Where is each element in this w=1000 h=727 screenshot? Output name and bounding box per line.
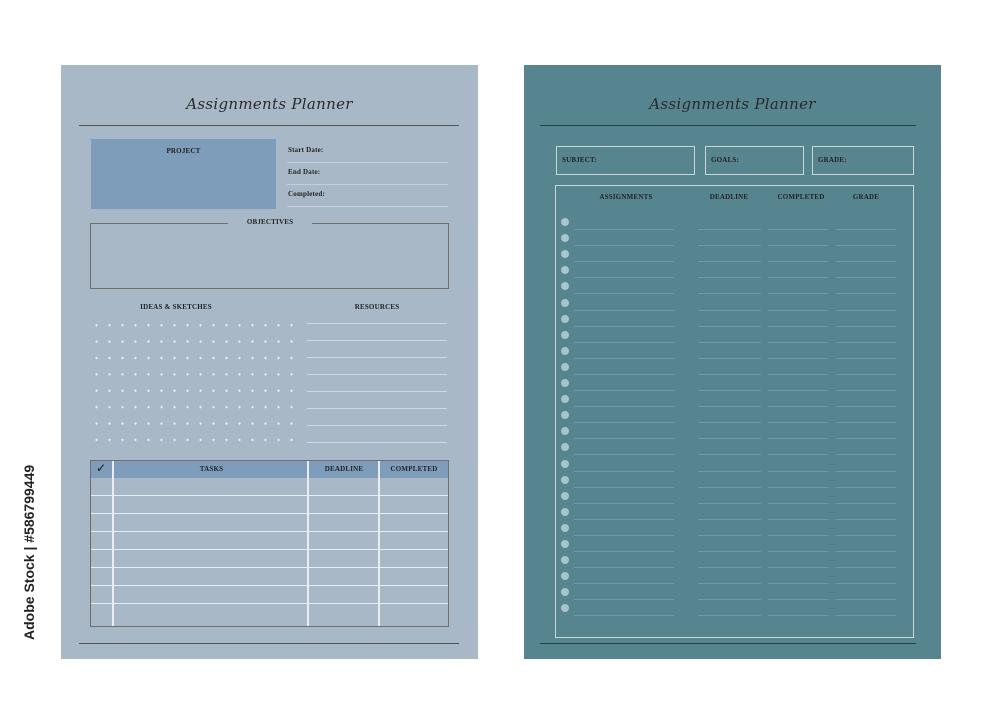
checkmark-icon: ✓ bbox=[96, 461, 107, 475]
assignment-row-line[interactable] bbox=[768, 310, 828, 311]
resource-line[interactable] bbox=[307, 374, 447, 375]
assignment-row-line[interactable] bbox=[574, 229, 674, 230]
assignment-row-line[interactable] bbox=[768, 422, 828, 423]
assignment-row-line[interactable] bbox=[698, 551, 761, 552]
row-checkbox-circle[interactable] bbox=[561, 315, 569, 323]
assignment-row-line[interactable] bbox=[768, 503, 828, 504]
row-checkbox-circle[interactable] bbox=[561, 331, 569, 339]
assignment-row-line[interactable] bbox=[768, 487, 828, 488]
assignment-row-line[interactable] bbox=[768, 229, 828, 230]
start-date-field[interactable] bbox=[287, 140, 448, 163]
assignment-row-line[interactable] bbox=[698, 599, 761, 600]
completed-date-field[interactable] bbox=[287, 184, 448, 207]
assignment-row-line[interactable] bbox=[574, 293, 674, 294]
assignment-row-line[interactable] bbox=[698, 245, 761, 246]
assignment-row-line[interactable] bbox=[768, 277, 828, 278]
row-checkbox-circle[interactable] bbox=[561, 379, 569, 387]
row-checkbox-circle[interactable] bbox=[561, 572, 569, 580]
assignment-row-line[interactable] bbox=[574, 471, 674, 472]
assignment-row-line[interactable] bbox=[836, 503, 896, 504]
page-title: Assignments Planner bbox=[186, 95, 353, 113]
assignment-row-line[interactable] bbox=[698, 567, 761, 568]
assignment-row-line[interactable] bbox=[768, 583, 828, 584]
resource-line[interactable] bbox=[307, 425, 447, 426]
assignment-row-line[interactable] bbox=[768, 454, 828, 455]
assignment-row-line[interactable] bbox=[836, 358, 896, 359]
assignment-row-line[interactable] bbox=[836, 471, 896, 472]
goals-label: GOALS: bbox=[711, 156, 740, 164]
planner-page-left bbox=[61, 65, 478, 659]
resource-line[interactable] bbox=[307, 391, 447, 392]
assignments-column-header: ASSIGNMENTS bbox=[599, 193, 653, 201]
objectives-box[interactable] bbox=[90, 218, 449, 289]
assignment-row-line[interactable] bbox=[836, 551, 896, 552]
assignment-row-line[interactable] bbox=[768, 374, 828, 375]
row-checkbox-circle[interactable] bbox=[561, 282, 569, 290]
assignment-row-line[interactable] bbox=[768, 438, 828, 439]
assignment-row-line[interactable] bbox=[698, 326, 761, 327]
resource-line[interactable] bbox=[307, 357, 447, 358]
assignment-row-line[interactable] bbox=[574, 615, 674, 616]
assignment-row-line[interactable] bbox=[574, 487, 674, 488]
planner-page-right bbox=[524, 65, 941, 659]
assignment-row-line[interactable] bbox=[574, 599, 674, 600]
assignment-row-line[interactable] bbox=[836, 310, 896, 311]
assignment-row-line[interactable] bbox=[836, 422, 896, 423]
assignment-row-line[interactable] bbox=[698, 310, 761, 311]
assignment-row-line[interactable] bbox=[574, 277, 674, 278]
title-divider bbox=[540, 125, 916, 126]
assignment-row-line[interactable] bbox=[836, 277, 896, 278]
assignment-row-line[interactable] bbox=[768, 535, 828, 536]
row-checkbox-circle[interactable] bbox=[561, 363, 569, 371]
assignment-row-line[interactable] bbox=[698, 615, 761, 616]
row-checkbox-circle[interactable] bbox=[561, 347, 569, 355]
assignment-row-line[interactable] bbox=[574, 583, 674, 584]
assignment-row-line[interactable] bbox=[836, 326, 896, 327]
assignment-row-line[interactable] bbox=[768, 342, 828, 343]
assignment-row-line[interactable] bbox=[574, 454, 674, 455]
assignment-row-line[interactable] bbox=[574, 342, 674, 343]
subject-label: SUBJECT: bbox=[562, 156, 597, 164]
deadline-column-header: DEADLINE bbox=[324, 465, 364, 473]
assignment-row-line[interactable] bbox=[698, 374, 761, 375]
resources-label: RESOURCES bbox=[354, 303, 400, 311]
assignment-row-line[interactable] bbox=[836, 615, 896, 616]
objectives-label: OBJECTIVES bbox=[228, 218, 312, 226]
assignment-row-line[interactable] bbox=[768, 358, 828, 359]
row-checkbox-circle[interactable] bbox=[561, 460, 569, 468]
assignment-row-line[interactable] bbox=[836, 583, 896, 584]
assignment-row-line[interactable] bbox=[836, 261, 896, 262]
grade-field[interactable] bbox=[812, 146, 914, 175]
subject-field[interactable] bbox=[556, 146, 695, 175]
assignment-row-line[interactable] bbox=[836, 438, 896, 439]
resource-line[interactable] bbox=[307, 340, 447, 341]
assignment-row-line[interactable] bbox=[768, 471, 828, 472]
assignment-row-line[interactable] bbox=[574, 390, 674, 391]
column-divider bbox=[307, 461, 309, 626]
assignment-row-line[interactable] bbox=[768, 615, 828, 616]
tasks-table-header bbox=[91, 461, 448, 478]
assignment-row-line[interactable] bbox=[768, 551, 828, 552]
assignment-row-line[interactable] bbox=[574, 261, 674, 262]
completed-column-header: COMPLETED bbox=[777, 193, 825, 201]
assignment-row-line[interactable] bbox=[574, 551, 674, 552]
assignment-row-line[interactable] bbox=[698, 422, 761, 423]
assignment-row-line[interactable] bbox=[698, 229, 761, 230]
table-row[interactable] bbox=[91, 513, 448, 514]
resource-line[interactable] bbox=[307, 408, 447, 409]
goals-field[interactable] bbox=[705, 146, 804, 175]
assignment-row-line[interactable] bbox=[574, 503, 674, 504]
assignment-row-line[interactable] bbox=[574, 438, 674, 439]
assignment-row-line[interactable] bbox=[698, 438, 761, 439]
row-checkbox-circle[interactable] bbox=[561, 411, 569, 419]
assignment-row-line[interactable] bbox=[698, 583, 761, 584]
dot-grid-sketch-area[interactable] bbox=[90, 317, 296, 447]
watermark-brand: Adobe Stock bbox=[21, 554, 37, 640]
watermark-stock-id: #586799449 bbox=[21, 464, 37, 543]
title-divider bbox=[79, 125, 459, 126]
bottom-divider bbox=[540, 643, 916, 644]
assignment-row-line[interactable] bbox=[768, 406, 828, 407]
row-checkbox-circle[interactable] bbox=[561, 250, 569, 258]
assignments-table bbox=[555, 185, 914, 638]
row-checkbox-circle[interactable] bbox=[561, 492, 569, 500]
stock-watermark: Adobe Stock | #586799449 bbox=[21, 464, 37, 640]
assignment-row-line[interactable] bbox=[574, 567, 674, 568]
assignment-row-line[interactable] bbox=[768, 599, 828, 600]
assignment-row-line[interactable] bbox=[836, 245, 896, 246]
assignment-row-line[interactable] bbox=[768, 293, 828, 294]
tasks-column-header: TASKS bbox=[199, 465, 224, 473]
assignment-row-line[interactable] bbox=[768, 519, 828, 520]
table-row[interactable] bbox=[91, 585, 448, 586]
assignment-row-line[interactable] bbox=[698, 535, 761, 536]
assignment-row-line[interactable] bbox=[574, 326, 674, 327]
resource-line[interactable] bbox=[307, 442, 447, 443]
ideas-sketches-label: IDEAS & SKETCHES bbox=[140, 303, 212, 311]
assignment-row-line[interactable] bbox=[698, 342, 761, 343]
assignment-row-line[interactable] bbox=[768, 567, 828, 568]
assignment-row-line[interactable] bbox=[574, 310, 674, 311]
column-divider bbox=[378, 461, 380, 626]
row-checkbox-circle[interactable] bbox=[561, 234, 569, 242]
completed-column-header: COMPLETED bbox=[390, 465, 438, 473]
assignment-row-line[interactable] bbox=[698, 261, 761, 262]
assignment-row-line[interactable] bbox=[836, 293, 896, 294]
start-date-label: Start Date: bbox=[288, 146, 324, 154]
assignment-row-line[interactable] bbox=[836, 487, 896, 488]
table-row[interactable] bbox=[91, 495, 448, 496]
assignment-row-line[interactable] bbox=[768, 261, 828, 262]
assignment-row-line[interactable] bbox=[574, 374, 674, 375]
assignment-row-line[interactable] bbox=[698, 519, 761, 520]
deadline-column-header: DEADLINE bbox=[709, 193, 749, 201]
row-checkbox-circle[interactable] bbox=[561, 508, 569, 516]
resource-line[interactable] bbox=[307, 323, 447, 324]
assignment-row-line[interactable] bbox=[836, 535, 896, 536]
assignment-row-line[interactable] bbox=[574, 245, 674, 246]
row-checkbox-circle[interactable] bbox=[561, 588, 569, 596]
end-date-field[interactable] bbox=[287, 162, 448, 185]
assignment-row-line[interactable] bbox=[698, 454, 761, 455]
row-checkbox-circle[interactable] bbox=[561, 443, 569, 451]
row-checkbox-circle[interactable] bbox=[561, 556, 569, 564]
row-checkbox-circle[interactable] bbox=[561, 524, 569, 532]
assignment-row-line[interactable] bbox=[698, 293, 761, 294]
row-checkbox-circle[interactable] bbox=[561, 218, 569, 226]
grade-label: GRADE: bbox=[818, 156, 847, 164]
table-row[interactable] bbox=[91, 549, 448, 550]
assignment-row-line[interactable] bbox=[768, 390, 828, 391]
row-checkbox-circle[interactable] bbox=[561, 299, 569, 307]
assignment-row-line[interactable] bbox=[698, 277, 761, 278]
assignment-row-line[interactable] bbox=[698, 390, 761, 391]
assignment-row-line[interactable] bbox=[574, 519, 674, 520]
assignment-row-line[interactable] bbox=[698, 487, 761, 488]
assignment-row-line[interactable] bbox=[768, 326, 828, 327]
assignment-row-line[interactable] bbox=[836, 519, 896, 520]
bottom-divider bbox=[79, 643, 459, 644]
tasks-table bbox=[90, 460, 449, 627]
row-checkbox-circle[interactable] bbox=[561, 540, 569, 548]
assignment-row-line[interactable] bbox=[698, 471, 761, 472]
assignment-row-line[interactable] bbox=[836, 599, 896, 600]
assignment-row-line[interactable] bbox=[768, 245, 828, 246]
assignment-row-line[interactable] bbox=[698, 406, 761, 407]
table-row[interactable] bbox=[91, 531, 448, 532]
row-checkbox-circle[interactable] bbox=[561, 476, 569, 484]
project-box[interactable] bbox=[91, 139, 276, 209]
assignment-row-line[interactable] bbox=[836, 374, 896, 375]
completed-label: Completed: bbox=[288, 190, 325, 198]
assignment-row-line[interactable] bbox=[574, 422, 674, 423]
assignment-row-line[interactable] bbox=[836, 342, 896, 343]
grade-column-header: GRADE bbox=[852, 193, 880, 201]
row-checkbox-circle[interactable] bbox=[561, 604, 569, 612]
assignment-row-line[interactable] bbox=[574, 358, 674, 359]
assignment-row-line[interactable] bbox=[836, 406, 896, 407]
assignment-row-line[interactable] bbox=[574, 535, 674, 536]
column-divider bbox=[112, 461, 114, 626]
assignment-row-line[interactable] bbox=[836, 229, 896, 230]
page-title: Assignments Planner bbox=[649, 95, 816, 113]
table-row[interactable] bbox=[91, 603, 448, 604]
assignment-row-line[interactable] bbox=[836, 454, 896, 455]
row-checkbox-circle[interactable] bbox=[561, 266, 569, 274]
assignment-row-line[interactable] bbox=[836, 390, 896, 391]
assignment-row-line[interactable] bbox=[836, 567, 896, 568]
assignment-row-line[interactable] bbox=[574, 406, 674, 407]
row-checkbox-circle[interactable] bbox=[561, 395, 569, 403]
end-date-label: End Date: bbox=[288, 168, 321, 176]
project-label: PROJECT bbox=[166, 147, 201, 155]
table-row[interactable] bbox=[91, 567, 448, 568]
assignment-row-line[interactable] bbox=[698, 503, 761, 504]
row-checkbox-circle[interactable] bbox=[561, 427, 569, 435]
assignment-row-line[interactable] bbox=[698, 358, 761, 359]
